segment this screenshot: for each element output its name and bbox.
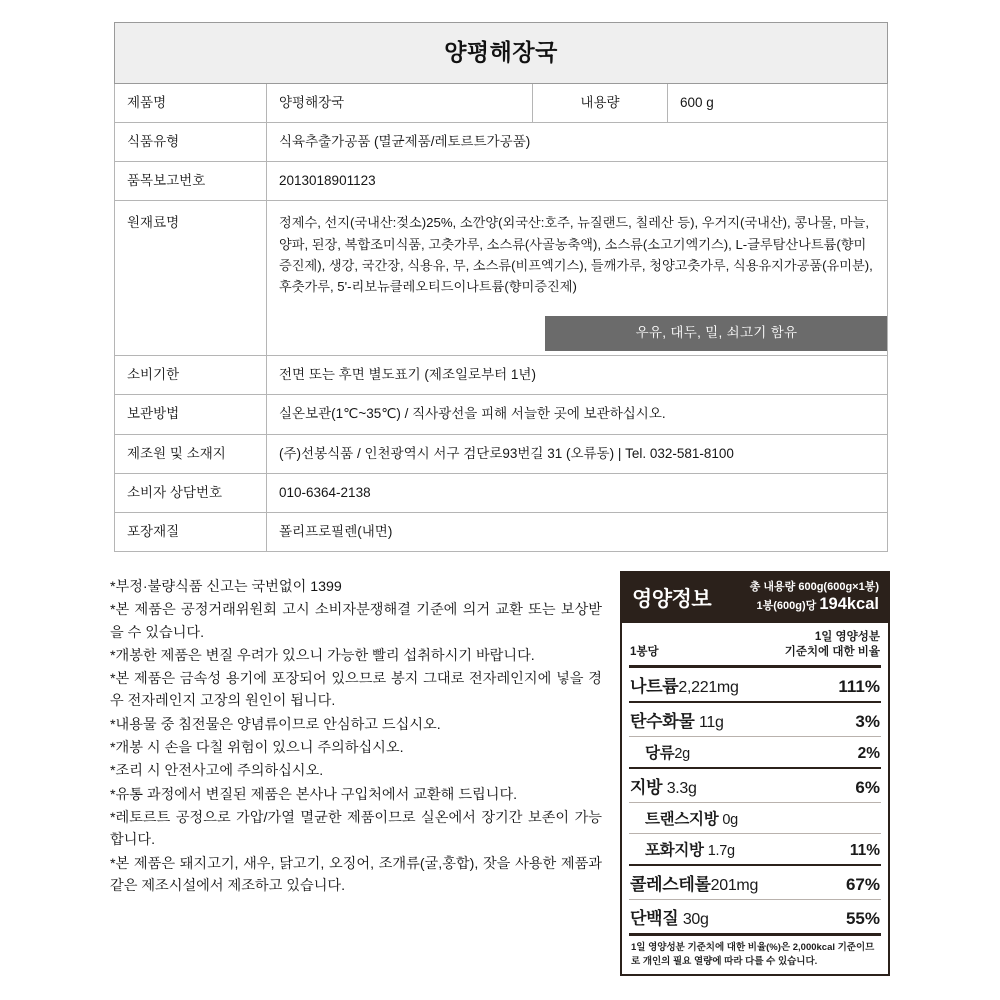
- row-label-storage: 보관방법: [115, 395, 267, 434]
- nutrition-pct-cholesterol: 67%: [845, 875, 880, 895]
- ingredients-text: 정제수, 선지(국내산:젖소)25%, 소깐양(외국산:호주, 뉴질랜드, 칠레산 등), 우거지(국내산), 콩나물, 마늘, 양파, 된장, 복합조미식품, 고춧가루, 소스류(사골농축액), 소스류(소고기엑기스), L-글루탐산나트륨(향미증진제), 생강, 국간장, 식용유, 무, 소스류(비프엑기스), 들깨가루, 청양고춧가루, 식용유지가공품(유미분), 후춧가루, 5'-리보뉴클레오티드이나트륨(향미증진제): [279, 215, 873, 295]
- notes-block: [110, 576, 602, 898]
- nutrition-label: 포화지방: [645, 842, 704, 860]
- nutrition-label: 탄수화물: [630, 712, 695, 732]
- nutrition-dv-label-line1: 1일 영양성분: [814, 631, 880, 644]
- nutrition-amount: 2,221mg: [678, 679, 739, 697]
- nutrition-row-sodium: [629, 668, 881, 703]
- row-label-net-weight: 내용량: [532, 83, 667, 122]
- nutrition-pct-sugars: 2%: [857, 745, 880, 763]
- nutrition-body: [622, 623, 888, 974]
- nutrition-name-sugars: [645, 741, 690, 763]
- table-title-row: [115, 23, 888, 84]
- nutrition-footnote: 1일 영양성분 기준치에 대한 비율(%)은 2,000kcal 기준이므로 개인의 필요 열량에 따라 다를 수 있습니다.: [631, 942, 875, 967]
- nutrition-label: 지방: [630, 778, 663, 798]
- nutrition-serving-prefix: 1봉(600g)당: [756, 600, 817, 613]
- nutrition-name-sodium: [630, 672, 739, 697]
- nutrition-amount: 201mg: [710, 877, 759, 895]
- nutrition-dv-label-line2: 기준치에 대한 비율: [784, 646, 880, 659]
- note-item: *부정·불량식품 신고는 국번없이 1399: [110, 579, 342, 595]
- nutrition-name-trans-fat: [645, 807, 738, 829]
- nutrition-calories-line: [750, 594, 879, 615]
- note-item: *본 제품은 금속성 용기에 포장되어 있으므로 봉지 그대로 전자레인지에 넣을 경우 전자레인지 고장의 원인이 됩니다.: [110, 671, 602, 710]
- nutrition-amount: 3.3g: [666, 780, 697, 798]
- note-item: *내용물 중 침전물은 양념류이므로 안심하고 드십시오.: [110, 716, 441, 733]
- table-row-storage: [115, 395, 888, 434]
- row-value-food-type: 식육추출가공품 (멸균제품/레토르트가공품): [267, 122, 888, 161]
- table-row-product-name: [115, 83, 888, 122]
- nutrition-subheader: [629, 623, 881, 668]
- row-label-report-number: 품목보고번호: [115, 162, 267, 201]
- nutrition-label: 단백질: [630, 909, 679, 929]
- row-value-manufacturer: (주)선봉식품 / 인천광역시 서구 검단로93번길 31 (오류동) | Tel. 032-581-8100: [267, 434, 888, 473]
- table-row-ingredients: [115, 201, 888, 356]
- table-row-expiry: [115, 356, 888, 395]
- nutrition-amount: 0g: [722, 812, 738, 829]
- nutrition-label: 트랜스지방: [645, 811, 719, 829]
- row-label-manufacturer: 제조원 및 소재지: [115, 434, 267, 473]
- row-label-expiry: 소비기한: [115, 356, 267, 395]
- note-item: *본 제품은 공정거래위원회 고시 소비자분쟁해결 기준에 의거 교환 또는 보상받을 수 있습니다.: [110, 602, 602, 641]
- nutrition-label: 당류: [645, 745, 675, 763]
- nutrition-name-fat: [630, 773, 697, 798]
- note-item: *레토르트 공정으로 가압/가열 멸균한 제품이므로 실온에서 장기간 보존이 가능합니다.: [110, 809, 602, 849]
- nutrition-row-saturated-fat: [629, 834, 881, 866]
- nutrition-amount: 2g: [674, 746, 690, 763]
- product-info-table: [114, 22, 888, 552]
- nutrition-row-carbohydrate: [629, 703, 881, 737]
- nutrition-label: 콜레스테롤: [630, 875, 711, 895]
- row-value-ingredients: [267, 201, 888, 356]
- product-title-cell: [115, 23, 888, 84]
- nutrition-calories: 194kcal: [819, 595, 879, 614]
- nutrition-name-saturated-fat: [645, 838, 735, 860]
- nutrition-row-sugars: [629, 737, 881, 769]
- row-value-storage: 실온보관(1℃~35℃) / 직사광선을 피해 서늘한 곳에 보관하십시오.: [267, 395, 888, 434]
- row-value-packaging: 폴리프로필렌(내면): [267, 513, 888, 552]
- nutrition-facts-panel: [620, 571, 890, 976]
- nutrition-serving-info: [750, 580, 879, 615]
- nutrition-name-carbohydrate: [630, 707, 724, 732]
- nutrition-total-amount: 총 내용량 600g(600g×1봉): [749, 581, 879, 593]
- table-row-manufacturer: [115, 434, 888, 473]
- nutrition-name-cholesterol: [630, 870, 758, 895]
- nutrition-pct-sodium: 111%: [838, 677, 880, 697]
- row-value-consumer-phone: 010-6364-2138: [267, 473, 888, 512]
- note-item: *유통 과정에서 변질된 제품은 본사나 구입처에서 교환해 드립니다.: [110, 786, 518, 803]
- page-title: 양평해장국: [444, 39, 558, 65]
- note-item: *조리 시 안전사고에 주의하십시오.: [110, 763, 324, 780]
- nutrition-pct-saturated-fat: 11%: [849, 842, 880, 860]
- nutrition-amount: 1.7g: [707, 843, 735, 860]
- nutrition-dv-label: [785, 630, 880, 660]
- row-value-product-name: 양평해장국: [267, 83, 533, 122]
- row-label-packaging: 포장재질: [115, 513, 267, 552]
- nutrition-row-protein: [629, 900, 881, 936]
- row-value-expiry: 전면 또는 후면 별도표기 (제조일로부터 1년): [267, 356, 888, 395]
- nutrition-header: [622, 573, 888, 623]
- nutrition-pct-protein: 55%: [845, 909, 880, 929]
- nutrition-row-trans-fat: [629, 803, 881, 834]
- row-label-ingredients: 원재료명: [115, 201, 267, 356]
- table-row-food-type: [115, 122, 888, 161]
- nutrition-amount: 11g: [698, 714, 724, 732]
- allergen-banner: 우유, 대두, 밀, 쇠고기 함유: [545, 316, 888, 351]
- nutrition-name-protein: [630, 904, 709, 929]
- note-item: *개봉 시 손을 다칠 위험이 있으니 주의하십시오.: [110, 740, 404, 757]
- nutrition-label: 나트륨: [630, 677, 679, 697]
- table-row-packaging: [115, 513, 888, 552]
- nutrition-pct-carbohydrate: 3%: [855, 712, 880, 732]
- note-item: *본 제품은 돼지고기, 새우, 닭고기, 오징어, 조개류(굴,홍합), 잣을 사용한 제품과 같은 제조시설에서 제조하고 있습니다.: [110, 855, 602, 894]
- note-item: *개봉한 제품은 변질 우려가 있으니 가능한 빨리 섭취하시기 바랍니다.: [110, 647, 535, 664]
- row-label-product-name: 제품명: [115, 83, 267, 122]
- row-label-food-type: 식품유형: [115, 122, 267, 161]
- nutrition-title: 영양정보: [632, 587, 712, 611]
- nutrition-row-fat: [629, 769, 881, 803]
- row-label-consumer-phone: 소비자 상담번호: [115, 473, 267, 512]
- row-value-net-weight: 600 g: [667, 83, 887, 122]
- row-value-report-number: 2013018901123: [267, 162, 888, 201]
- nutrition-amount: 30g: [682, 911, 709, 929]
- table-row-report-number: [115, 162, 888, 201]
- nutrition-row-cholesterol: [629, 866, 881, 900]
- nutrition-serving-label: 1봉당: [630, 646, 659, 659]
- nutrition-pct-fat: 6%: [855, 778, 880, 798]
- table-row-consumer-phone: [115, 473, 888, 512]
